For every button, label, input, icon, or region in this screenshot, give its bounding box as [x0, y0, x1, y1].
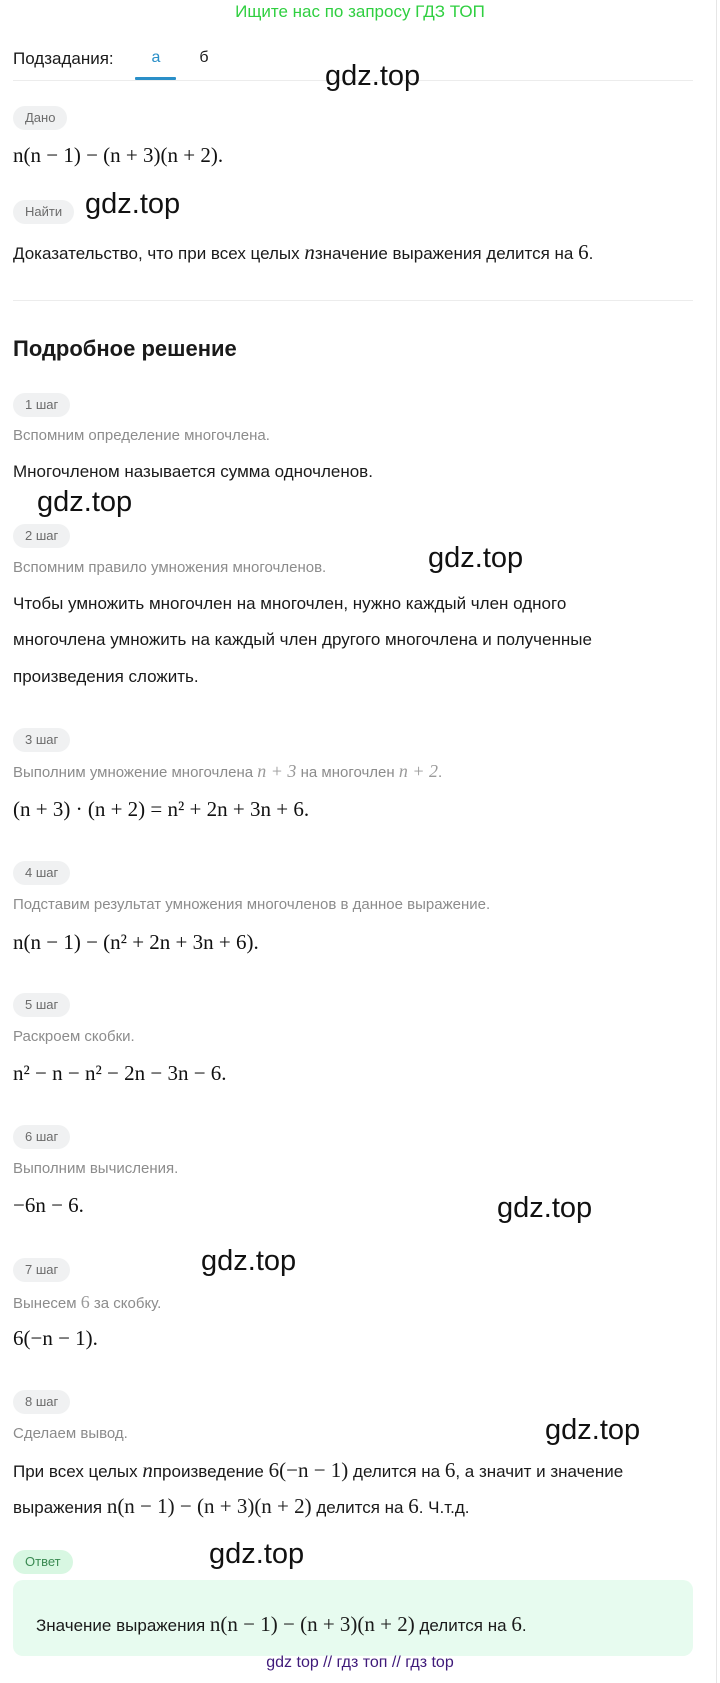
- step-hint: Раскроем скобки.: [13, 1028, 135, 1045]
- find-text: Доказательство, что при всех целых nзначение выражения делится на 6.: [13, 240, 594, 264]
- step-expression: (n + 3) · (n + 2) = n² + 2n + 3n + 6.: [13, 797, 310, 821]
- step-body-line: Чтобы умножить многочлен на многочлен, нужно каждый член одного: [13, 594, 567, 613]
- step-badge: 1 шаг: [13, 393, 70, 417]
- step-expression: 6(−n − 1).: [13, 1326, 98, 1350]
- step-hint: Сделаем вывод.: [13, 1425, 128, 1442]
- watermark: gdz.top: [37, 486, 133, 518]
- footer-link[interactable]: gdz top: [266, 1654, 319, 1671]
- step-hint: Подставим результат умножения многочленов в данное выражение.: [13, 896, 491, 913]
- right-border: [716, 0, 717, 1683]
- watermark: gdz.top: [325, 60, 421, 92]
- footer-separator: //: [387, 1654, 406, 1671]
- step-hint: Вынесем 6 за скобку.: [13, 1292, 162, 1312]
- step-hint: Вспомним определение многочлена.: [13, 427, 270, 444]
- footer-links: [0, 1654, 720, 1672]
- search-banner[interactable]: Ищите нас по запросу ГДЗ ТОП: [235, 2, 485, 21]
- conclusion-line-1: При всех целых nпроизведение 6(−n − 1) делится на 6, а значит и значение: [13, 1458, 624, 1482]
- given-badge: Дано: [13, 106, 67, 130]
- watermark: gdz.top: [428, 542, 524, 574]
- watermark: gdz.top: [545, 1414, 641, 1446]
- step-expression: n(n − 1) − (n² + 2n + 3n + 6).: [13, 930, 259, 954]
- step-badge: 4 шаг: [13, 861, 70, 885]
- step-badge: 2 шаг: [13, 524, 70, 548]
- watermark: gdz.top: [85, 188, 181, 220]
- watermark: gdz.top: [497, 1192, 593, 1224]
- step-badge: 8 шаг: [13, 1390, 70, 1414]
- watermark: gdz.top: [209, 1538, 305, 1570]
- step-badge: 6 шаг: [13, 1125, 70, 1149]
- step-body-line: многочлена умножить на каждый член другого многочлена и полученные: [13, 630, 592, 649]
- step-badge: 7 шаг: [13, 1258, 70, 1282]
- answer-badge: Ответ: [13, 1550, 73, 1574]
- step-badge: 5 шаг: [13, 993, 70, 1017]
- step-body-line: произведения сложить.: [13, 667, 199, 686]
- subtasks-label: Подзадания:: [13, 49, 114, 68]
- solution-title: Подробное решение: [13, 336, 237, 361]
- tab-a[interactable]: а: [151, 49, 161, 66]
- step-hint: Вспомним правило умножения многочленов.: [13, 559, 327, 576]
- step-expression: n² − n − n² − 2n − 3n − 6.: [13, 1061, 227, 1085]
- step-expression: −6n − 6.: [13, 1193, 84, 1217]
- given-expression: n(n − 1) − (n + 3)(n + 2).: [13, 143, 224, 167]
- step-badge: 3 шаг: [13, 728, 70, 752]
- step-hint: Выполним вычисления.: [13, 1160, 179, 1177]
- footer-separator: //: [318, 1654, 337, 1671]
- conclusion-line-2: выражения n(n − 1) − (n + 3)(n + 2) делится на 6. Ч.т.д.: [13, 1494, 470, 1518]
- find-badge: Найти: [13, 200, 74, 224]
- tab-b[interactable]: б: [199, 49, 209, 66]
- watermark: gdz.top: [201, 1245, 297, 1277]
- answer-text: Значение выражения n(n − 1) − (n + 3)(n + 2) делится на 6.: [36, 1612, 527, 1636]
- step-body: Многочленом называется сумма одночленов.: [13, 462, 373, 481]
- footer-link[interactable]: гдз top: [405, 1654, 454, 1671]
- section-divider: [13, 300, 693, 301]
- footer-link[interactable]: гдз топ: [336, 1654, 388, 1671]
- step-hint: Выполним умножение многочлена n + 3 на многочлен n + 2.: [13, 761, 443, 781]
